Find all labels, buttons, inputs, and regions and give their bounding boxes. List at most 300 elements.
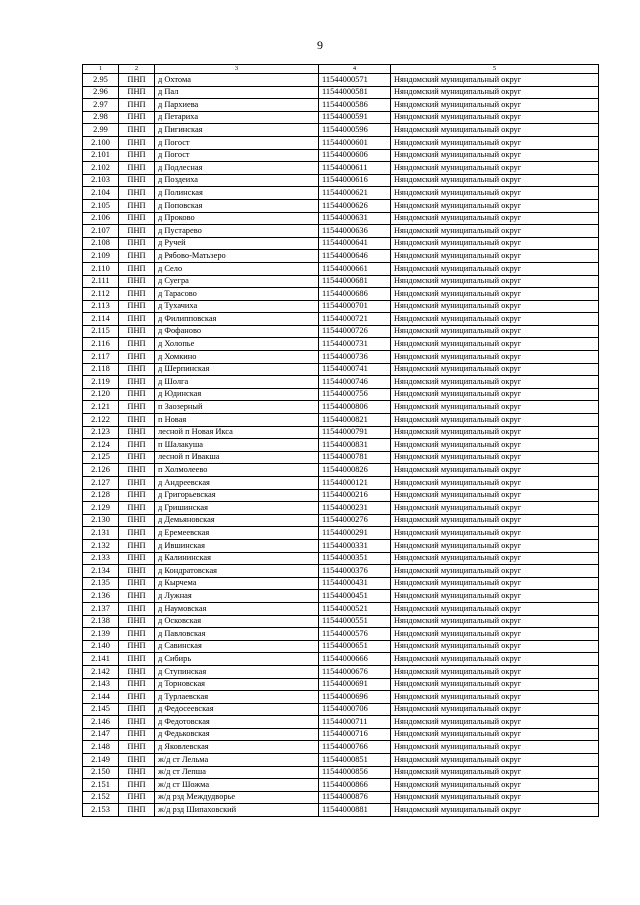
code-cell: 11544000636 [319, 225, 391, 238]
code-cell: 11544000851 [319, 754, 391, 767]
municipality-cell: Няндомский муниципальный округ [391, 338, 599, 351]
table-row [83, 86, 599, 99]
municipality-cell: Няндомский муниципальный округ [391, 791, 599, 804]
table-row [83, 237, 599, 250]
locality-name-cell: лесной п Ивакша [155, 451, 319, 464]
table-row [83, 691, 599, 704]
table-row [83, 401, 599, 414]
type-cell: ПНП [119, 363, 155, 376]
code-cell: 11544000696 [319, 691, 391, 704]
code-cell: 11544000376 [319, 565, 391, 578]
locality-name-cell: д Савинская [155, 640, 319, 653]
code-cell: 11544000661 [319, 262, 391, 275]
code-cell: 11544000766 [319, 741, 391, 754]
table-row [83, 451, 599, 464]
type-cell: ПНП [119, 401, 155, 414]
code-cell: 11544000551 [319, 615, 391, 628]
table-row [83, 414, 599, 427]
row-number-cell: 2.119 [83, 376, 119, 389]
type-cell: ПНП [119, 174, 155, 187]
row-number-cell: 2.101 [83, 149, 119, 162]
row-number-cell: 2.95 [83, 74, 119, 87]
municipality-cell: Няндомский муниципальный округ [391, 426, 599, 439]
municipality-cell: Няндомский муниципальный округ [391, 351, 599, 364]
row-number-cell: 2.118 [83, 363, 119, 376]
row-number-cell: 2.148 [83, 741, 119, 754]
municipality-cell: Няндомский муниципальный округ [391, 741, 599, 754]
type-cell: ПНП [119, 124, 155, 137]
locality-name-cell: д Торновская [155, 678, 319, 691]
code-cell: 11544000756 [319, 388, 391, 401]
municipality-cell: Няндомский муниципальный округ [391, 716, 599, 729]
municipality-cell: Няндомский муниципальный округ [391, 539, 599, 552]
type-cell: ПНП [119, 628, 155, 641]
data-table [82, 64, 599, 817]
locality-name-cell: п Холмолеево [155, 464, 319, 477]
municipality-cell: Няндомский муниципальный округ [391, 414, 599, 427]
type-cell: ПНП [119, 262, 155, 275]
code-cell: 11544000521 [319, 602, 391, 615]
row-number-cell: 2.145 [83, 703, 119, 716]
type-cell: ПНП [119, 414, 155, 427]
row-number-cell: 2.142 [83, 665, 119, 678]
locality-name-cell: д Кырчема [155, 577, 319, 590]
row-number-cell: 2.115 [83, 325, 119, 338]
municipality-cell: Няндомский муниципальный округ [391, 728, 599, 741]
code-cell: 11544000646 [319, 250, 391, 263]
table-row [83, 539, 599, 552]
type-cell: ПНП [119, 640, 155, 653]
code-cell: 11544000706 [319, 703, 391, 716]
locality-name-cell: д Пал [155, 86, 319, 99]
table-row [83, 665, 599, 678]
municipality-cell: Няндомский муниципальный округ [391, 388, 599, 401]
locality-name-cell: ж/д рзд Шипаховский [155, 804, 319, 817]
code-cell: 11544000216 [319, 489, 391, 502]
locality-name-cell: д Погост [155, 149, 319, 162]
table-row [83, 174, 599, 187]
municipality-cell: Няндомский муниципальный округ [391, 439, 599, 452]
row-number-cell: 2.100 [83, 136, 119, 149]
locality-name-cell: д Фофаново [155, 325, 319, 338]
table-row [83, 804, 599, 817]
locality-name-cell: д Еремеевская [155, 527, 319, 540]
type-cell: ПНП [119, 111, 155, 124]
column-header: 5 [391, 65, 599, 74]
municipality-cell: Няндомский муниципальный округ [391, 74, 599, 87]
type-cell: ПНП [119, 237, 155, 250]
table-row [83, 527, 599, 540]
table-row [83, 124, 599, 137]
municipality-cell: Няндомский муниципальный округ [391, 577, 599, 590]
row-number-cell: 2.102 [83, 162, 119, 175]
locality-name-cell: д Федотовская [155, 716, 319, 729]
code-cell: 11544000826 [319, 464, 391, 477]
table-row [83, 602, 599, 615]
table-row [83, 199, 599, 212]
municipality-cell: Няндомский муниципальный округ [391, 602, 599, 615]
code-cell: 11544000691 [319, 678, 391, 691]
row-number-cell: 2.150 [83, 766, 119, 779]
table-row [83, 477, 599, 490]
table-row [83, 464, 599, 477]
row-number-cell: 2.121 [83, 401, 119, 414]
type-cell: ПНП [119, 225, 155, 238]
table-row [83, 489, 599, 502]
type-cell: ПНП [119, 439, 155, 452]
code-cell: 11544000451 [319, 590, 391, 603]
code-cell: 11544000881 [319, 804, 391, 817]
locality-name-cell: д Проково [155, 212, 319, 225]
locality-name-cell: ж/д ст Лепша [155, 766, 319, 779]
code-cell: 11544000716 [319, 728, 391, 741]
table-row [83, 628, 599, 641]
municipality-cell: Няндомский муниципальный округ [391, 754, 599, 767]
municipality-cell: Няндомский муниципальный округ [391, 527, 599, 540]
municipality-cell: Няндомский муниципальный округ [391, 99, 599, 112]
municipality-cell: Няндомский муниципальный округ [391, 640, 599, 653]
municipality-cell: Няндомский муниципальный округ [391, 691, 599, 704]
row-number-cell: 2.96 [83, 86, 119, 99]
locality-name-cell: д Погост [155, 136, 319, 149]
type-cell: ПНП [119, 300, 155, 313]
code-cell: 11544000611 [319, 162, 391, 175]
row-number-cell: 2.98 [83, 111, 119, 124]
type-cell: ПНП [119, 149, 155, 162]
table-body [83, 74, 599, 817]
municipality-cell: Няндомский муниципальный округ [391, 136, 599, 149]
type-cell: ПНП [119, 86, 155, 99]
locality-name-cell: д Павловская [155, 628, 319, 641]
locality-name-cell: д Федьковская [155, 728, 319, 741]
locality-name-cell: п Шалакуша [155, 439, 319, 452]
code-cell: 11544000726 [319, 325, 391, 338]
table-row [83, 577, 599, 590]
table-row [83, 754, 599, 767]
code-cell: 11544000291 [319, 527, 391, 540]
type-cell: ПНП [119, 766, 155, 779]
municipality-cell: Няндомский муниципальный округ [391, 174, 599, 187]
code-cell: 11544000686 [319, 288, 391, 301]
code-cell: 11544000581 [319, 86, 391, 99]
locality-name-cell: д Ступинская [155, 665, 319, 678]
municipality-cell: Няндомский муниципальный округ [391, 703, 599, 716]
type-cell: ПНП [119, 665, 155, 678]
table-row [83, 728, 599, 741]
row-number-cell: 2.152 [83, 791, 119, 804]
type-cell: ПНП [119, 313, 155, 326]
municipality-cell: Няндомский муниципальный округ [391, 665, 599, 678]
row-number-cell: 2.99 [83, 124, 119, 137]
type-cell: ПНП [119, 527, 155, 540]
table-row [83, 300, 599, 313]
code-cell: 11544000231 [319, 502, 391, 515]
page-number: 9 [317, 38, 323, 52]
type-cell: ПНП [119, 99, 155, 112]
row-number-cell: 2.134 [83, 565, 119, 578]
locality-name-cell: п Новая [155, 414, 319, 427]
type-cell: ПНП [119, 451, 155, 464]
row-number-cell: 2.97 [83, 99, 119, 112]
table-row [83, 136, 599, 149]
municipality-cell: Няндомский муниципальный округ [391, 376, 599, 389]
municipality-cell: Няндомский муниципальный округ [391, 124, 599, 137]
municipality-cell: Няндомский муниципальный округ [391, 250, 599, 263]
row-number-cell: 2.107 [83, 225, 119, 238]
code-cell: 11544000431 [319, 577, 391, 590]
code-cell: 11544000616 [319, 174, 391, 187]
locality-name-cell: д Ившинская [155, 539, 319, 552]
type-cell: ПНП [119, 804, 155, 817]
locality-name-cell: д Андреевская [155, 477, 319, 490]
row-number-cell: 2.146 [83, 716, 119, 729]
row-number-cell: 2.153 [83, 804, 119, 817]
table-row [83, 791, 599, 804]
municipality-cell: Няндомский муниципальный округ [391, 678, 599, 691]
municipality-cell: Няндомский муниципальный округ [391, 766, 599, 779]
row-number-cell: 2.133 [83, 552, 119, 565]
column-header: 2 [119, 65, 155, 74]
code-cell: 11544000711 [319, 716, 391, 729]
municipality-cell: Няндомский муниципальный округ [391, 804, 599, 817]
municipality-cell: Няндомский муниципальный округ [391, 162, 599, 175]
municipality-cell: Няндомский муниципальный округ [391, 262, 599, 275]
type-cell: ПНП [119, 754, 155, 767]
municipality-cell: Няндомский муниципальный округ [391, 653, 599, 666]
type-cell: ПНП [119, 653, 155, 666]
row-number-cell: 2.120 [83, 388, 119, 401]
row-number-cell: 2.103 [83, 174, 119, 187]
municipality-cell: Няндомский муниципальный округ [391, 615, 599, 628]
type-cell: ПНП [119, 275, 155, 288]
code-cell: 11544000631 [319, 212, 391, 225]
row-number-cell: 2.122 [83, 414, 119, 427]
type-cell: ПНП [119, 187, 155, 200]
locality-name-cell: д Хомкино [155, 351, 319, 364]
locality-name-cell: ж/д ст Лельма [155, 754, 319, 767]
type-cell: ПНП [119, 728, 155, 741]
locality-name-cell: д Яковлевская [155, 741, 319, 754]
table-row [83, 653, 599, 666]
row-number-cell: 2.151 [83, 779, 119, 792]
table-row [83, 388, 599, 401]
row-number-cell: 2.114 [83, 313, 119, 326]
row-number-cell: 2.138 [83, 615, 119, 628]
code-cell: 11544000781 [319, 451, 391, 464]
type-cell: ПНП [119, 703, 155, 716]
type-cell: ПНП [119, 74, 155, 87]
code-cell: 11544000276 [319, 514, 391, 527]
type-cell: ПНП [119, 716, 155, 729]
municipality-cell: Няндомский муниципальный округ [391, 212, 599, 225]
table-row [83, 149, 599, 162]
type-cell: ПНП [119, 136, 155, 149]
table-row [83, 426, 599, 439]
table-row [83, 162, 599, 175]
table-row [83, 313, 599, 326]
type-cell: ПНП [119, 539, 155, 552]
code-cell: 11544000876 [319, 791, 391, 804]
code-cell: 11544000626 [319, 199, 391, 212]
table-row [83, 716, 599, 729]
type-cell: ПНП [119, 691, 155, 704]
type-cell: ПНП [119, 388, 155, 401]
municipality-cell: Няндомский муниципальный округ [391, 86, 599, 99]
row-number-cell: 2.104 [83, 187, 119, 200]
code-cell: 11544000351 [319, 552, 391, 565]
table-row [83, 363, 599, 376]
locality-name-cell: д Пигинская [155, 124, 319, 137]
code-cell: 11544000741 [319, 363, 391, 376]
municipality-cell: Няндомский муниципальный округ [391, 565, 599, 578]
locality-name-cell: д Тухачиха [155, 300, 319, 313]
table-row [83, 325, 599, 338]
row-number-cell: 2.140 [83, 640, 119, 653]
code-cell: 11544000736 [319, 351, 391, 364]
locality-name-cell: д Кондратовская [155, 565, 319, 578]
locality-name-cell: ж/д рзд Междудворье [155, 791, 319, 804]
municipality-cell: Няндомский муниципальный округ [391, 514, 599, 527]
locality-name-cell: д Лужная [155, 590, 319, 603]
type-cell: ПНП [119, 779, 155, 792]
table-row [83, 351, 599, 364]
table-row [83, 703, 599, 716]
code-cell: 11544000666 [319, 653, 391, 666]
type-cell: ПНП [119, 615, 155, 628]
code-cell: 11544000806 [319, 401, 391, 414]
locality-name-cell: д Полинская [155, 187, 319, 200]
table-row [83, 678, 599, 691]
municipality-cell: Няндомский муниципальный округ [391, 628, 599, 641]
code-cell: 11544000821 [319, 414, 391, 427]
table-row [83, 111, 599, 124]
type-cell: ПНП [119, 464, 155, 477]
row-number-cell: 2.143 [83, 678, 119, 691]
table-row [83, 590, 599, 603]
locality-name-cell: лесной п Новая Икса [155, 426, 319, 439]
row-number-cell: 2.116 [83, 338, 119, 351]
row-number-cell: 2.111 [83, 275, 119, 288]
locality-name-cell: д Пустарево [155, 225, 319, 238]
locality-name-cell: д Шолга [155, 376, 319, 389]
table-row [83, 262, 599, 275]
locality-name-cell: д Филипповская [155, 313, 319, 326]
row-number-cell: 2.135 [83, 577, 119, 590]
row-number-cell: 2.105 [83, 199, 119, 212]
municipality-cell: Няндомский муниципальный округ [391, 149, 599, 162]
row-number-cell: 2.129 [83, 502, 119, 515]
code-cell: 11544000596 [319, 124, 391, 137]
locality-name-cell: д Григорьевская [155, 489, 319, 502]
code-cell: 11544000731 [319, 338, 391, 351]
type-cell: ПНП [119, 791, 155, 804]
locality-name-cell: д Сибирь [155, 653, 319, 666]
type-cell: ПНП [119, 741, 155, 754]
table-row [83, 376, 599, 389]
municipality-cell: Няндомский муниципальный округ [391, 325, 599, 338]
municipality-cell: Няндомский муниципальный округ [391, 779, 599, 792]
code-cell: 11544000681 [319, 275, 391, 288]
table-row [83, 502, 599, 515]
row-number-cell: 2.137 [83, 602, 119, 615]
row-number-cell: 2.123 [83, 426, 119, 439]
type-cell: ПНП [119, 577, 155, 590]
code-cell: 11544000746 [319, 376, 391, 389]
row-number-cell: 2.124 [83, 439, 119, 452]
code-cell: 11544000621 [319, 187, 391, 200]
table-row [83, 99, 599, 112]
code-cell: 11544000641 [319, 237, 391, 250]
code-cell: 11544000601 [319, 136, 391, 149]
type-cell: ПНП [119, 426, 155, 439]
locality-name-cell: д Демьяновская [155, 514, 319, 527]
table-header-row [83, 65, 599, 74]
locality-name-cell: ж/д ст Шожма [155, 779, 319, 792]
locality-name-cell: д Тарасово [155, 288, 319, 301]
code-cell: 11544000856 [319, 766, 391, 779]
type-cell: ПНП [119, 288, 155, 301]
municipality-cell: Няндомский муниципальный округ [391, 225, 599, 238]
row-number-cell: 2.144 [83, 691, 119, 704]
type-cell: ПНП [119, 477, 155, 490]
municipality-cell: Няндомский муниципальный округ [391, 502, 599, 515]
locality-name-cell: д Подлесная [155, 162, 319, 175]
column-header: 4 [319, 65, 391, 74]
locality-name-cell: д Наумовская [155, 602, 319, 615]
table-row [83, 640, 599, 653]
type-cell: ПНП [119, 162, 155, 175]
locality-name-cell: д Село [155, 262, 319, 275]
code-cell: 11544000721 [319, 313, 391, 326]
locality-name-cell: д Рябово-Матьзеро [155, 250, 319, 263]
table-row [83, 338, 599, 351]
locality-name-cell: п Заозерный [155, 401, 319, 414]
row-number-cell: 2.132 [83, 539, 119, 552]
table-row [83, 74, 599, 87]
type-cell: ПНП [119, 212, 155, 225]
code-cell: 11544000701 [319, 300, 391, 313]
municipality-cell: Няндомский муниципальный округ [391, 300, 599, 313]
municipality-cell: Няндомский муниципальный округ [391, 552, 599, 565]
row-number-cell: 2.110 [83, 262, 119, 275]
municipality-cell: Няндомский муниципальный округ [391, 464, 599, 477]
row-number-cell: 2.139 [83, 628, 119, 641]
locality-name-cell: д Ручей [155, 237, 319, 250]
type-cell: ПНП [119, 678, 155, 691]
table-row [83, 552, 599, 565]
locality-name-cell: д Пархиева [155, 99, 319, 112]
type-cell: ПНП [119, 338, 155, 351]
code-cell: 11544000791 [319, 426, 391, 439]
table-row [83, 187, 599, 200]
table-row [83, 275, 599, 288]
type-cell: ПНП [119, 502, 155, 515]
municipality-cell: Няндомский муниципальный округ [391, 401, 599, 414]
municipality-cell: Няндомский муниципальный округ [391, 451, 599, 464]
row-number-cell: 2.149 [83, 754, 119, 767]
table-row [83, 288, 599, 301]
locality-name-cell: д Гришинская [155, 502, 319, 515]
table-row [83, 250, 599, 263]
row-number-cell: 2.147 [83, 728, 119, 741]
table-row [83, 615, 599, 628]
type-cell: ПНП [119, 565, 155, 578]
row-number-cell: 2.126 [83, 464, 119, 477]
municipality-cell: Няндомский муниципальный округ [391, 477, 599, 490]
locality-name-cell: д Турлаевская [155, 691, 319, 704]
row-number-cell: 2.128 [83, 489, 119, 502]
row-number-cell: 2.117 [83, 351, 119, 364]
